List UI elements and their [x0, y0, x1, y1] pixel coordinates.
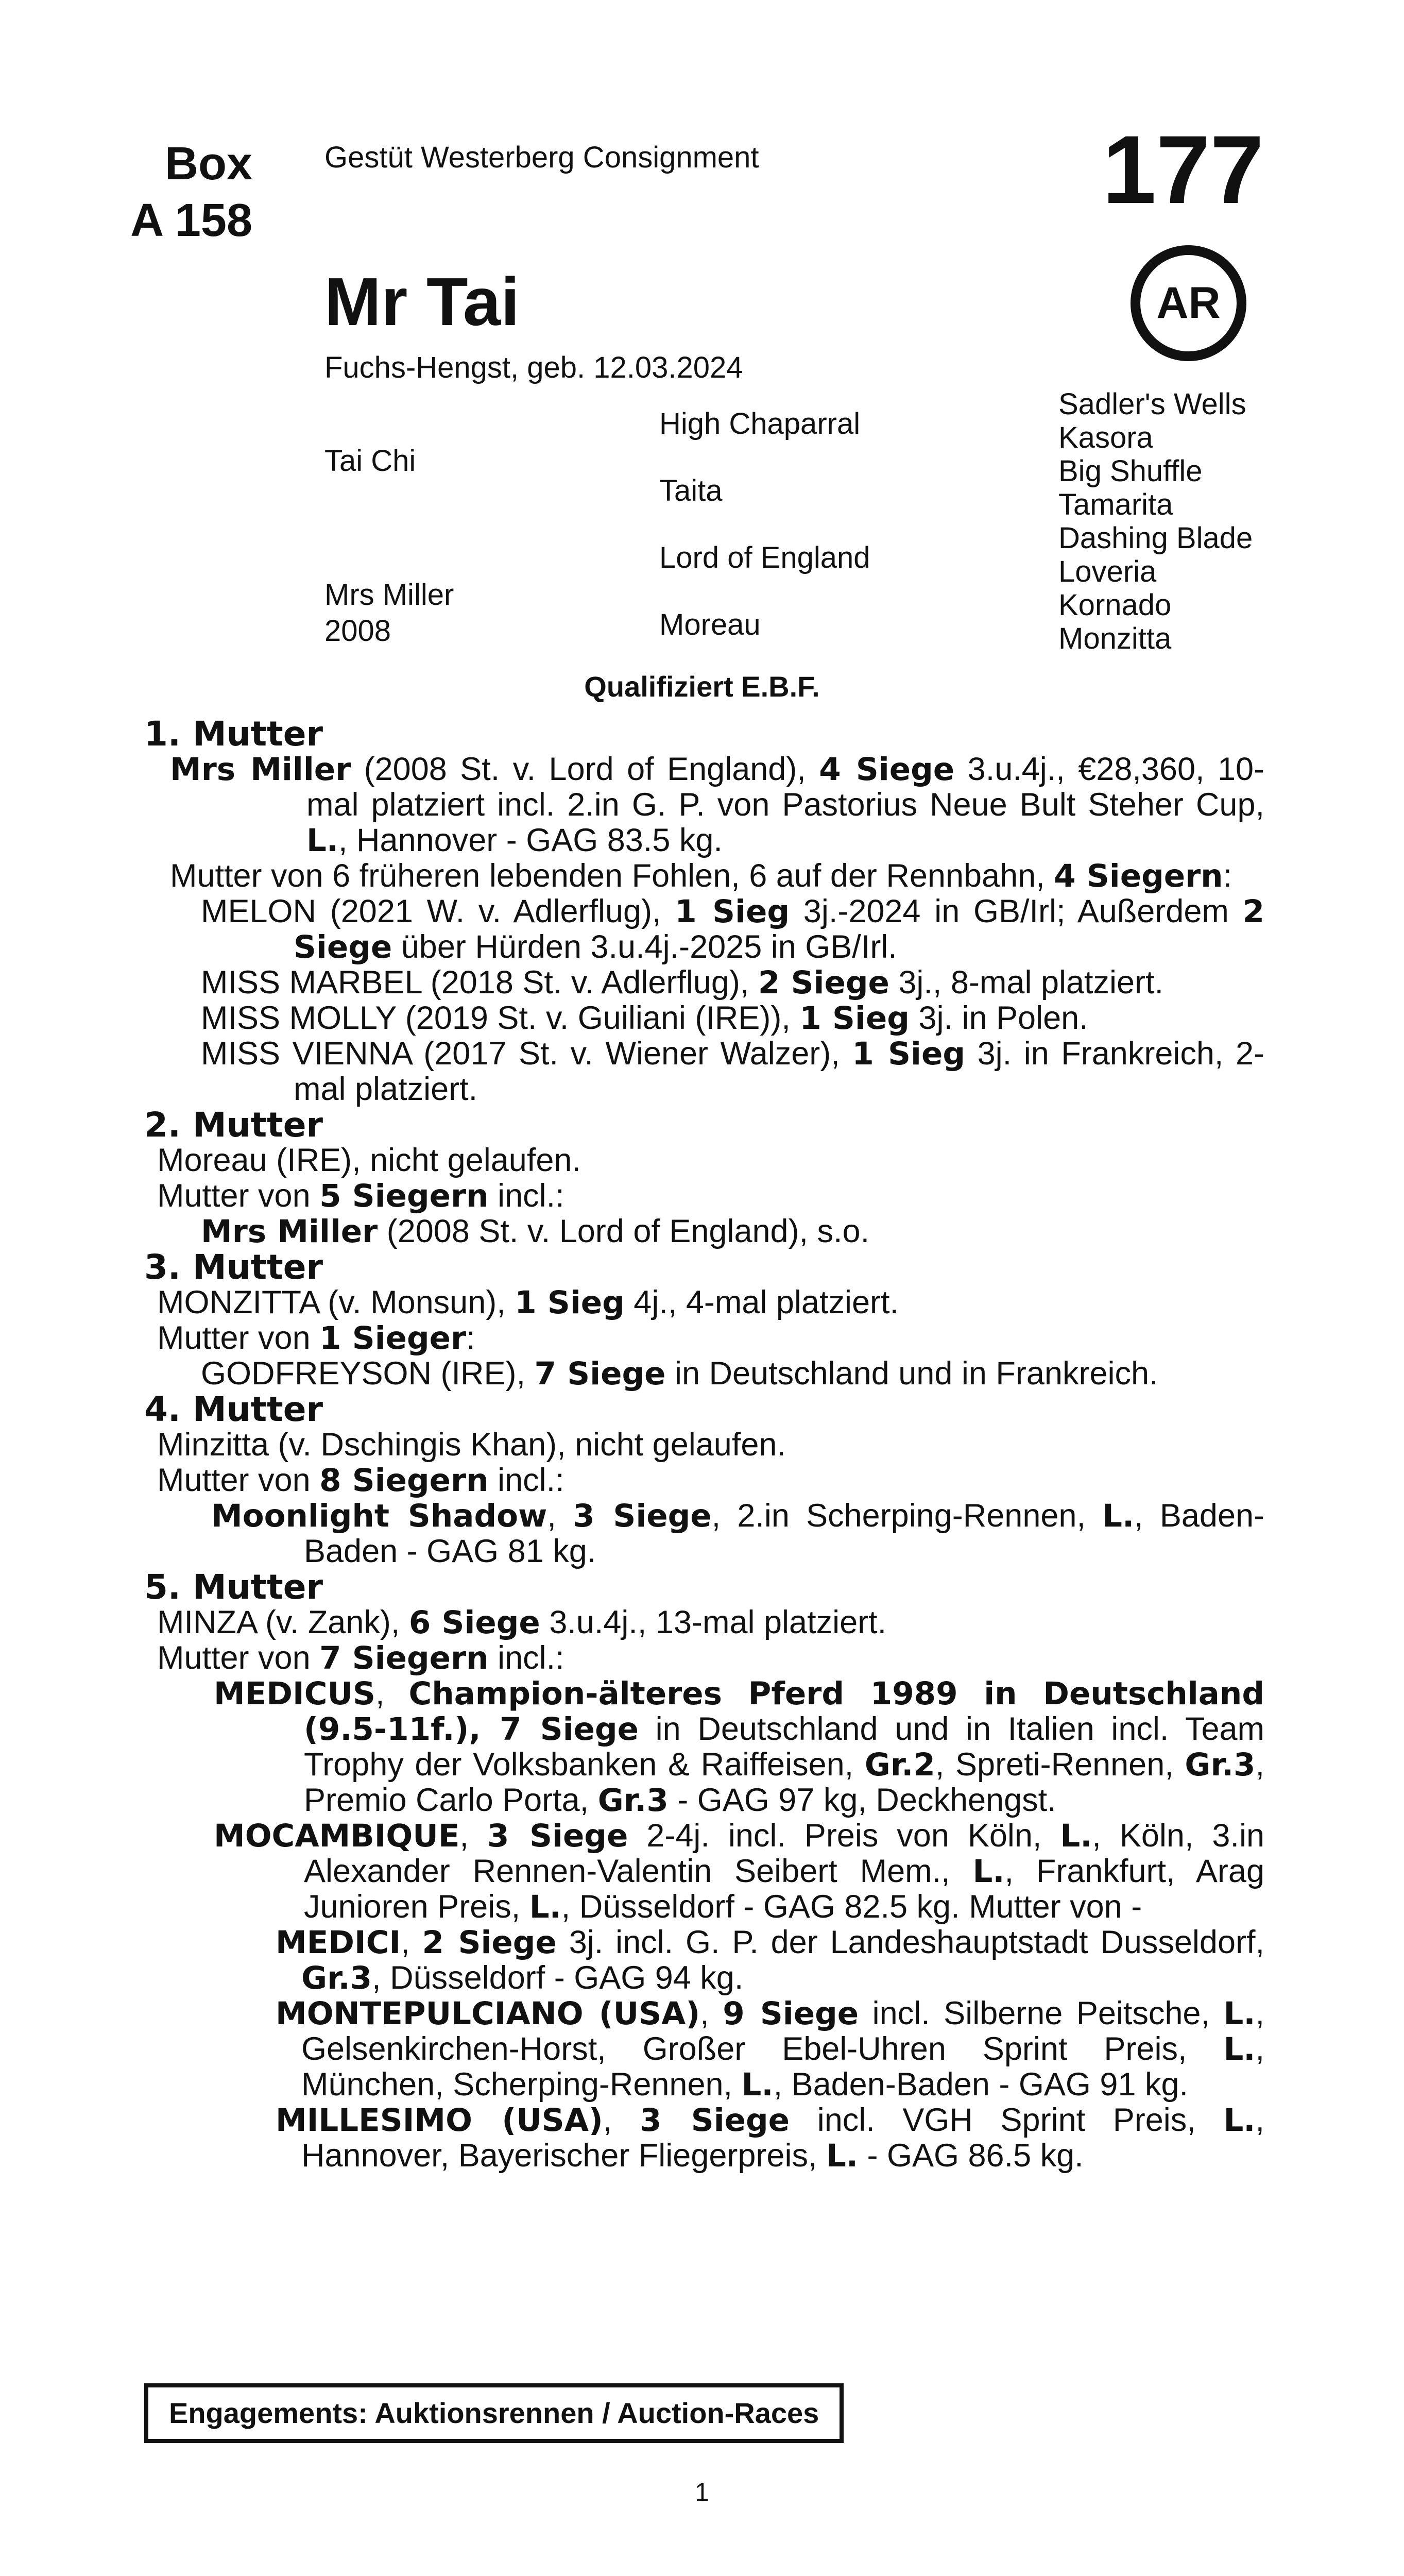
dam-record: Moreau (IRE), nicht gelaufen.	[157, 1142, 581, 1178]
section-heading: 3. Mutter	[144, 1247, 323, 1287]
production-summary: Mutter von 8 Siegern incl.:	[157, 1462, 564, 1499]
pedigree-great-grandparent: Kornado	[1058, 588, 1172, 622]
ar-badge	[1131, 245, 1246, 361]
pedigree-grandparent: High Chaparral	[659, 407, 861, 440]
section-heading: 2. Mutter	[144, 1105, 323, 1145]
offspring-item: MISS MARBEL (2018 St. v. Adlerflug), 2 Siege 3j., 8-mal platziert.	[201, 964, 1164, 1001]
offspring-item: Mrs Miller (2008 St. v. Lord of England), s.o.	[201, 1213, 870, 1250]
offspring-item: MISS VIENNA (2017 St. v. Wiener Walzer), 1 Sieg 3j. in Frankreich, 2-mal platziert.	[201, 1036, 1264, 1107]
pedigree-great-grandparent: Tamarita	[1058, 488, 1173, 521]
pedigree-grandparent: Taita	[659, 474, 723, 507]
dam-family	[144, 716, 1264, 2174]
pedigree-great-grandparent: Loveria	[1058, 555, 1157, 588]
production-summary: Mutter von 5 Siegern incl.:	[157, 1178, 564, 1214]
horse-name: Mr Tai	[324, 264, 520, 340]
pedigree-great-grandparent: Dashing Blade	[1058, 521, 1253, 555]
pedigree-dam: Mrs Miller	[324, 578, 454, 612]
grand-offspring-item: MILLESIMO (USA), 3 Siege incl. VGH Sprint Preis, L., Hannover, Bayerischer Fliegerpreis, L. - GAG 86.5 kg.	[276, 2102, 1264, 2174]
pedigree-grandparent: Lord of England	[659, 541, 870, 574]
offspring-item: MOCAMBIQUE, 3 Siege 2-4j. incl. Preis von Köln, L., Köln, 3.in Alexander Rennen-Valentin Seibert Mem., L., Frankfurt, Arag Junioren Preis, L., Düsseldorf - GAG 82.5 kg. Mutter von -	[214, 1818, 1264, 1925]
dam-record: Mrs Miller (2008 St. v. Lord of England), 4 Siege 3.u.4j., €28,360, 10-mal platziert incl. 2.in G. P. von Pastorius Neue Bult Steher Cup, L., Hannover - GAG 83.5 kg.	[170, 751, 1265, 859]
pedigree-sire: Tai Chi	[324, 444, 416, 478]
horse-description: Fuchs-Hengst, geb. 12.03.2024	[324, 351, 743, 384]
ar-badge-label: AR	[1156, 278, 1221, 328]
dam-record: MINZA (v. Zank), 6 Siege 3.u.4j., 13-mal platziert.	[157, 1604, 887, 1641]
offspring-item: MISS MOLLY (2019 St. v. Guiliani (IRE)), 1 Sieg 3j. in Polen.	[201, 1000, 1088, 1037]
offspring-item: MEDICUS, Champion-älteres Pferd 1989 in Deutschland (9.5-11f.), 7 Siege in Deutschland und in Italien incl. Team Trophy der Volksbanken & Raiffeisen, Gr.2, Spreti-Rennen, Gr.3, Premio Carlo Porta, Gr.3 - GAG 97 kg, Deckhengst.	[214, 1675, 1264, 1819]
production-summary: Mutter von 6 früheren lebenden Fohlen, 6 auf der Rennbahn, 4 Siegern:	[170, 858, 1232, 894]
section-heading: 5. Mutter	[144, 1567, 323, 1607]
pedigree-grandparent: Moreau	[659, 608, 761, 641]
dam-record: MONZITTA (v. Monsun), 1 Sieg 4j., 4-mal platziert.	[157, 1284, 899, 1321]
dam-record: Minzitta (v. Dschingis Khan), nicht gelaufen.	[157, 1427, 786, 1463]
offspring-item: MELON (2021 W. v. Adlerflug), 1 Sieg 3j.-2024 in GB/Irl; Außerdem 2 Siege über Hürden 3.u.4j.-2025 in GB/Irl.	[201, 893, 1265, 965]
section-heading: 4. Mutter	[144, 1389, 323, 1429]
production-summary: Mutter von 7 Siegern incl.:	[157, 1640, 564, 1676]
grand-offspring-item: MEDICI, 2 Siege 3j. incl. G. P. der Landeshauptstadt Dusseldorf, Gr.3, Düsseldorf - GAG 94 kg.	[276, 1924, 1264, 1996]
pedigree-great-grandparents	[1058, 387, 1253, 655]
lot-number: 177	[1102, 115, 1264, 224]
pedigree-great-grandparent: Sadler's Wells	[1058, 387, 1246, 421]
box-label: Box	[164, 138, 252, 190]
consignor: Gestüt Westerberg Consignment	[324, 141, 759, 174]
grand-offspring-item: MONTEPULCIANO (USA), 9 Siege incl. Silberne Peitsche, L., Gelsenkirchen-Horst, Großer Ebel-Uhren Sprint Preis, L., München, Scherping-Rennen, L., Baden-Baden - GAG 91 kg.	[276, 1995, 1265, 2103]
pedigree-great-grandparent: Kasora	[1058, 421, 1153, 454]
pedigree-dam-year: 2008	[324, 614, 391, 648]
section-heading: 1. Mutter	[144, 714, 323, 754]
offspring-item: Moonlight Shadow, 3 Siege, 2.in Scherping-Rennen, L., Baden-Baden - GAG 81 kg.	[211, 1498, 1264, 1569]
pedigree-great-grandparent: Monzitta	[1058, 622, 1172, 655]
box-number: A 158	[130, 195, 252, 246]
pedigree-great-grandparent: Big Shuffle	[1058, 454, 1203, 488]
engagements-box: Engagements: Auktionsrennen / Auction-Races	[144, 2383, 844, 2443]
page-number: 1	[695, 2478, 709, 2506]
production-summary: Mutter von 1 Sieger:	[157, 1320, 475, 1357]
qualification: Qualifiziert E.B.F.	[584, 670, 820, 703]
offspring-item: GODFREYSON (IRE), 7 Siege in Deutschland und in Frankreich.	[201, 1355, 1158, 1392]
